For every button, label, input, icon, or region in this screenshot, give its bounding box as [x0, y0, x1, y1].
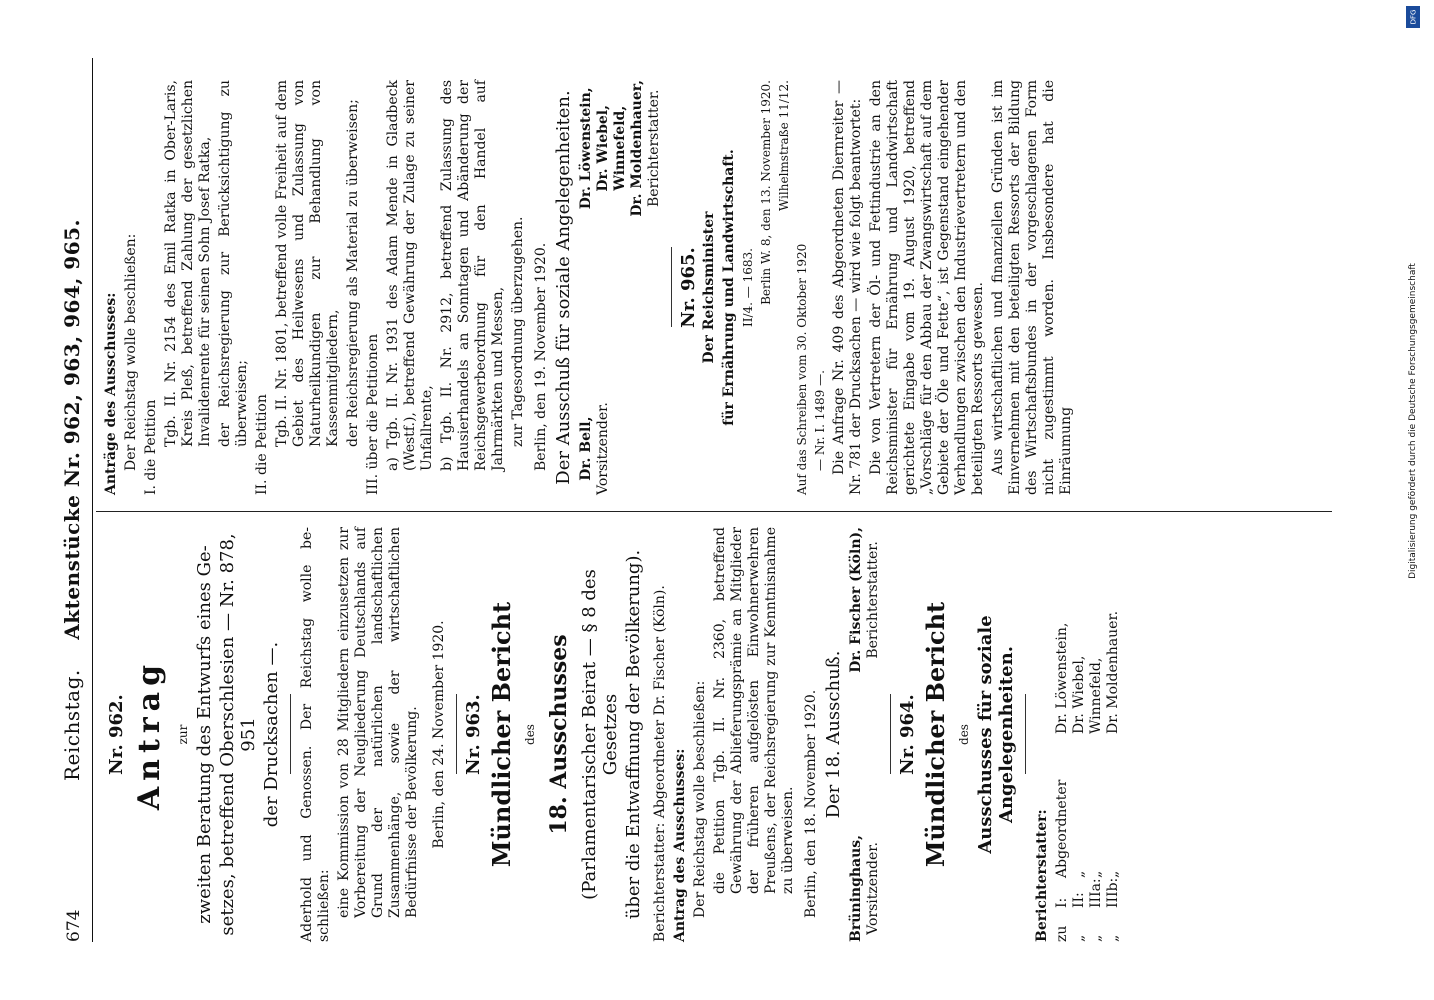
- nr963-date: Berlin, den 18. November 1920.: [803, 689, 819, 918]
- nr965-paragraph-2: Die von Vertretern der Öl- und Fettindustrie an den Reichsminister für Ernährung und Landwirtschaft gerichtete Eingabe vom 19. August 1920, betreffend „Vorschläge für den Abbau der Zwangswirtschaft auf dem Gebiete der Öle und Fette“, ist Gegenstand eingehender Verhandlungen zwischen den Industrievertretern und den beteiligten Ressorts gewesen.: [868, 80, 986, 495]
- running-header-left: Reichstag.: [60, 669, 84, 782]
- nr963-des: des: [523, 724, 537, 745]
- reporter-zu: zu: [1054, 925, 1070, 942]
- nr963-signature-reporter: [848, 527, 882, 673]
- divider: [290, 695, 291, 775]
- nr963-committee: 18. Ausschusses: [546, 634, 572, 835]
- nr964-title: Mündlicher Bericht: [921, 601, 950, 868]
- reporter-prefix: „: [1071, 870, 1087, 878]
- nr963-signature-chair: [848, 835, 882, 942]
- dfg-logo-text: DFG: [1409, 9, 1417, 25]
- reporter-name: Winnefeld,: [1088, 657, 1104, 734]
- nr964-signoff: Der Ausschuß für soziale Angelegenheiten.: [553, 90, 574, 485]
- nr962-subject-line3: der Drucksachen —.: [261, 641, 282, 828]
- reporter-prefix: „: [1105, 870, 1121, 878]
- section-nr-962: [108, 527, 448, 942]
- nr965-paragraph-3: Aus wirtschaftlichen und finanziellen Gründen ist im Einvernehmen mit den beteiligten Ressorts der Bildung des Wirtschaftsbundes in der vorgeschlagenen Form nicht zugestimmt worden. Insbesondere hat die Einräumung: [990, 80, 1074, 495]
- reporter-zu: „: [1105, 934, 1121, 942]
- nr965-sender-line2: für Ernährung und Landwirtschaft.: [721, 149, 737, 426]
- nr963-subtitle-line1: (Parlamentarischer Beirat — § 8 des Gesetzes: [579, 569, 621, 900]
- nr963-signatures: [848, 527, 882, 942]
- nr965-reference: II/4. — 1683.: [741, 248, 755, 327]
- nr962-number: Nr. 962.: [106, 694, 127, 775]
- nr964-petition-2-action: der Reichsregierung als Material zu überweisen;: [345, 99, 361, 447]
- right-column: [100, 80, 1078, 495]
- reporter-num: I:: [1054, 897, 1070, 908]
- signature-name: Dr. Löwenstein,: [578, 87, 594, 210]
- nr963-reporter: Berichterstatter: Abgeordneter Dr. Fischer (Köln).: [652, 585, 668, 942]
- nr965-letter-number: — Nr. I. 1489 —.: [813, 370, 827, 471]
- reporter-num: II:: [1071, 892, 1087, 908]
- nr964-petition-2-body: Tgb. II. Nr. 1801, betreffend volle Freiheit auf dem Gebiet des Heilwesens und Zulassung von Naturheilkundigen zur Behandlung von Kassenmitgliedern,: [274, 80, 341, 447]
- divider: [1025, 695, 1026, 775]
- funding-watermark-text: Digitalisierung gefördert durch die Deutsche Forschungsgemeinschaft: [1408, 263, 1418, 579]
- nr964-antrag-heading: Anträge des Ausschusses:: [103, 292, 119, 495]
- section-nr-964: [899, 527, 1122, 942]
- reporter-num: IIIa:: [1088, 878, 1104, 908]
- running-header: [60, 0, 84, 1000]
- nr964-petition-1-heading: I. die Petition: [143, 399, 159, 495]
- signature-role: Vorsitzender.: [595, 402, 611, 495]
- nr963-subtitle-line2: über die Entwaffnung der Bevölkerung).: [623, 549, 644, 920]
- nr964-antrag-intro: Der Reichstag wolle beschließen:: [123, 233, 139, 471]
- nr963-antrag-body: die Petition Tgb. II. Nr. 2360, betreffend Gewährung der Ablieferungsprämie an Mitglieder der früheren aufgelösten Einwohnerwehren Preußens, der Reichsregierung zur Kenntnisnahme zu überweisen.: [712, 527, 796, 894]
- nr964-signature-chair: [578, 402, 663, 495]
- column-divider: [96, 511, 1332, 512]
- nr963-signoff: Der 18. Ausschuß.: [823, 650, 844, 819]
- nr965-place-date: Berlin W. 8, den 13. November 1920.: [759, 80, 773, 305]
- nr963-title: Mündlicher Bericht: [487, 601, 516, 868]
- signature-name: Dr. Fischer (Köln),: [848, 527, 864, 673]
- nr964-petition-3-heading: III. über die Petitionen: [365, 333, 381, 495]
- nr962-body: eine Kommission von 28 Mitgliedern einzusetzen zur Vorbereitung der Neugliederung Deutschlands auf Grund der natürlichen landschaftlichen Zusammenhänge, sowie der wirtschaftlichen Bedürfnisse der Bevölkerung.: [336, 527, 420, 918]
- header-rule: [92, 58, 93, 942]
- nr964-des: des: [957, 724, 971, 745]
- nr962-date: Berlin, den 24. November 1920.: [431, 620, 447, 849]
- nr965-paragraph-1: Die Anfrage Nr. 409 des Abgeordneten Diernreiter — Nr. 781 der Drucksachen — wird wie folgt beantwortet:: [831, 80, 864, 495]
- nr964-petition-1-body: Tgb. II. Nr. 2154 des Emil Ratka in Ober-Laris, Kreis Pleß, betreffend Zahlung der gesetzlichen Invalidenrente für seinen Sohn Josef Ratka,: [163, 80, 213, 447]
- nr964-number: Nr. 964.: [897, 694, 918, 775]
- nr964-petition-3a: a) Tgb. II. Nr. 1931 des Adam Mende in Gladbeck (Westf.), betreffend Gewährung der Zulage zu seiner Unfallrente,: [385, 80, 435, 471]
- nr965-letter-reference: Auf das Schreiben vom 30. Oktober 1920: [795, 243, 809, 495]
- reporter-zu: „: [1071, 934, 1087, 942]
- signature-name: Winnefeld,: [612, 105, 628, 191]
- reporter-name: Dr. Wiebel,: [1071, 655, 1087, 734]
- section-nr-965: [680, 80, 1075, 495]
- divider: [671, 248, 672, 328]
- nr964-petition-3b: b) Tgb. II. Nr. 2912, betreffend Zulassung des Hausierhandels an Sonntagen und Abänderung der Reichsgewerbeordnung für den Handel auf Jahrmärkten und Messen,: [439, 80, 506, 471]
- reporter-prefix: „: [1088, 870, 1104, 878]
- nr964-date: Berlin, den 19. November 1920.: [533, 242, 549, 471]
- signature-role: Berichterstatter.: [865, 541, 881, 659]
- nr964-reporters-heading: Berichterstatter:: [1034, 809, 1050, 942]
- signature-name: Dr. Wiebel,: [595, 105, 611, 192]
- nr962-subject-line2: setzes, betreffend Oberschlesien — Nr. 878, 951: [217, 533, 259, 936]
- signature-role: Berichterstatter.: [646, 89, 662, 208]
- nr965-street: Wilhelmstraße 11/12.: [777, 80, 791, 212]
- nr964-signature-reporters: [578, 80, 663, 217]
- nr965-sender-line1: Der Reichsminister: [701, 211, 717, 364]
- nr962-zur: zur: [176, 724, 190, 745]
- nr962-subject-line1: zweiten Beratung des Entwurfs eines Ge-: [194, 545, 215, 924]
- divider: [890, 695, 891, 775]
- section-nr-964-continued: [103, 80, 663, 495]
- left-column: [100, 527, 1122, 942]
- nr964-reporter-list: [1054, 527, 1122, 942]
- signature-role: Vorsitzender.: [865, 842, 881, 935]
- nr962-title: Antrag: [132, 658, 167, 811]
- nr962-motion: Aderhold und Genossen. Der Reichstag wolle be-schließen:: [299, 527, 332, 942]
- nr963-number: Nr. 963.: [463, 694, 484, 775]
- section-nr-963: [465, 527, 882, 942]
- signature-name: Dr. Moldenhauer,: [629, 80, 645, 217]
- signature-name: Dr. Bell,: [578, 416, 594, 481]
- reporter-name: Dr. Löwenstein,: [1054, 622, 1070, 734]
- nr963-antrag-intro: Der Reichstag wolle beschließen:: [692, 680, 708, 918]
- nr964-signatures: [578, 80, 663, 495]
- nr964-petition-2-heading: II. die Petition: [254, 394, 270, 495]
- signature-name: Brüninghaus,: [848, 834, 864, 942]
- funding-watermark: [1406, 6, 1420, 836]
- running-header-title: Aktenstücke Nr. 962, 963, 964, 965.: [60, 219, 84, 640]
- reporter-prefix: Abgeordneter: [1054, 779, 1070, 878]
- nr964-petition-3-action: zur Tagesordnung überzugehen.: [510, 216, 526, 447]
- nr965-number: Nr. 965.: [678, 247, 699, 328]
- reporter-zu: „: [1088, 934, 1104, 942]
- reporter-num: IIIb:: [1105, 877, 1121, 908]
- page-number: 674: [64, 909, 84, 942]
- reporter-name: Dr. Moldenhauer.: [1105, 610, 1121, 734]
- nr964-petition-1-action: der Reichsregierung zur Berücksichtigung zu überweisen;: [217, 80, 250, 447]
- nr964-committee: Ausschusses für soziale Angelegenheiten.: [975, 615, 1017, 854]
- nr963-antrag-heading: Antrag des Ausschusses:: [672, 748, 688, 942]
- divider: [456, 695, 457, 775]
